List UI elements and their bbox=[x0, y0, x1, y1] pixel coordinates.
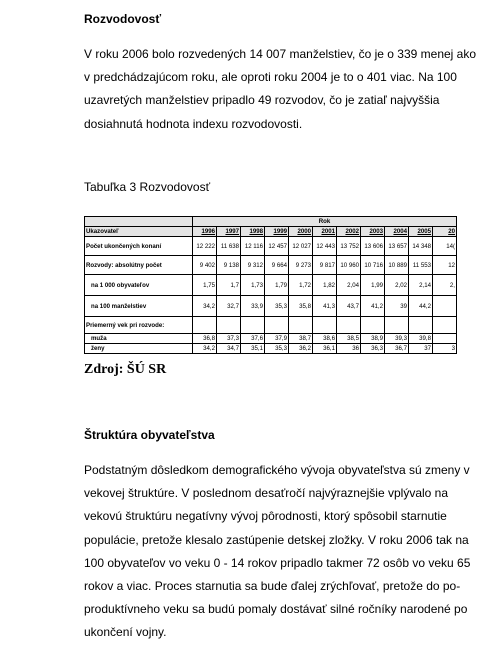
table-cell bbox=[433, 317, 457, 334]
row-label: Priemerný vek pri rozvode: bbox=[85, 317, 193, 334]
year-header: 1997 bbox=[217, 227, 241, 237]
table-cell: 44,2 bbox=[409, 296, 433, 317]
table-cell: 41,3 bbox=[313, 296, 337, 317]
table-cell bbox=[337, 317, 361, 334]
paragraph-line: vekovú štruktúru negatívny vývoj pôrodnosti, ktorý spôsobil starnutie bbox=[84, 509, 447, 524]
table-cell: 12 116 bbox=[241, 237, 265, 256]
year-header: 2004 bbox=[385, 227, 409, 237]
table-cell: 2,14 bbox=[409, 275, 433, 296]
table-cell bbox=[289, 317, 313, 334]
table-cell: 10 889 bbox=[385, 256, 409, 275]
table-cell: 35,1 bbox=[241, 344, 265, 354]
indicator-header: Ukazovateľ bbox=[85, 227, 193, 237]
section-heading-divorce-rate: Rozvodovosť bbox=[84, 12, 162, 26]
table-row bbox=[85, 317, 457, 334]
year-header: 2003 bbox=[361, 227, 385, 237]
table-cell: 1,75 bbox=[193, 275, 217, 296]
table-cell: 1,82 bbox=[313, 275, 337, 296]
table-cell: 9 273 bbox=[289, 256, 313, 275]
year-header: 2002 bbox=[337, 227, 361, 237]
table-cell: 35,3 bbox=[265, 296, 289, 317]
table-cell: 1,79 bbox=[265, 275, 289, 296]
table-cell: 12 443 bbox=[313, 237, 337, 256]
table-cell bbox=[241, 317, 265, 334]
paragraph-line: v predchádzajúcom roku, ale oproti roku 2004 je to o 401 viac. Na 100 bbox=[84, 70, 457, 85]
table-cell: 12 222 bbox=[193, 237, 217, 256]
paragraph-line: vekovej štruktúre. V poslednom desaťročí najvýraznejšie vplývalo na bbox=[84, 486, 449, 501]
table-cell bbox=[409, 317, 433, 334]
table-row bbox=[85, 237, 457, 256]
paragraph-line: 100 obyvateľov vo veku 0 - 14 rokov pripadlo takmer 72 osôb vo veku 65 bbox=[84, 555, 471, 570]
paragraph-line: rokov a viac. Proces starnutia sa bude ďalej zrýchľovať, pretože do po- bbox=[84, 578, 461, 593]
table-row bbox=[85, 275, 457, 296]
table-cell: 36,2 bbox=[289, 344, 313, 354]
table-source: Zdroj: ŠÚ SR bbox=[84, 362, 167, 377]
table-cell: 13 752 bbox=[337, 237, 361, 256]
table-cell: 11 638 bbox=[217, 237, 241, 256]
table-cell: 36,1 bbox=[313, 344, 337, 354]
table-cell: 38,5 bbox=[337, 334, 361, 344]
divorce-table bbox=[84, 216, 457, 354]
table-cell: 12 027 bbox=[289, 237, 313, 256]
paragraph-line: Podstatným dôsledkom demografického vývoja obyvateľstva sú zmeny v bbox=[84, 463, 470, 477]
year-header: 2001 bbox=[313, 227, 337, 237]
year-group-header: Rok bbox=[193, 217, 457, 227]
table-cell bbox=[313, 317, 337, 334]
table-cell: 12 457 bbox=[265, 237, 289, 256]
table-row bbox=[85, 344, 457, 354]
paragraph-line: uzavretých manželstiev pripadlo 49 rozvodov, čo je zatiaľ najvyššia bbox=[84, 93, 440, 108]
row-label: na 100 manželstiev bbox=[85, 296, 193, 317]
table-cell: 1,99 bbox=[361, 275, 385, 296]
table-cell: 37,9 bbox=[265, 334, 289, 344]
table-cell: 36 bbox=[337, 344, 361, 354]
table-cell bbox=[265, 317, 289, 334]
section-heading-population-structure: Štruktúra obyvateľstva bbox=[84, 428, 215, 442]
table-cell: 9 664 bbox=[265, 256, 289, 275]
table-cell: 38,6 bbox=[313, 334, 337, 344]
table-corner-cell bbox=[85, 217, 193, 227]
table-row bbox=[85, 334, 457, 344]
table-cell: 1,73 bbox=[241, 275, 265, 296]
paragraph-line: ukončení vojny. bbox=[84, 625, 167, 640]
table-cell: 38,9 bbox=[361, 334, 385, 344]
table-cell: 2, bbox=[433, 275, 457, 296]
table-cell: 2,02 bbox=[385, 275, 409, 296]
table-cell: 2,04 bbox=[337, 275, 361, 296]
table-cell: 39 bbox=[385, 296, 409, 317]
table-cell: 35,8 bbox=[289, 296, 313, 317]
table-cell: 39,8 bbox=[409, 334, 433, 344]
table-cell: 32,7 bbox=[217, 296, 241, 317]
table-cell: 37,3 bbox=[217, 334, 241, 344]
year-header: 1999 bbox=[265, 227, 289, 237]
year-header: 2000 bbox=[289, 227, 313, 237]
row-label: na 1 000 obyvateľov bbox=[85, 275, 193, 296]
table-cell: 14( bbox=[433, 237, 457, 256]
divorce-rate-paragraph bbox=[84, 43, 504, 136]
table-cell: 10 716 bbox=[361, 256, 385, 275]
table-cell: 34,2 bbox=[193, 344, 217, 354]
table-cell bbox=[385, 317, 409, 334]
population-structure-paragraph bbox=[84, 459, 504, 645]
table-cell: 3 bbox=[433, 344, 457, 354]
table-cell bbox=[361, 317, 385, 334]
table-cell: 41,2 bbox=[361, 296, 385, 317]
table-cell: 1,7 bbox=[217, 275, 241, 296]
table-cell: 38,7 bbox=[289, 334, 313, 344]
table-cell: 35,3 bbox=[265, 344, 289, 354]
table-cell bbox=[433, 334, 457, 344]
table-row bbox=[85, 256, 457, 275]
paragraph-line: V roku 2006 bolo rozvedených 14 007 manželstiev, čo je o 339 menej ako bbox=[84, 47, 477, 61]
row-label: Rozvody: absolútny počet bbox=[85, 256, 193, 275]
year-header: 20 bbox=[433, 227, 457, 237]
table-cell: 10 960 bbox=[337, 256, 361, 275]
table-cell: 9 817 bbox=[313, 256, 337, 275]
table-cell: 13 606 bbox=[361, 237, 385, 256]
year-header: 1998 bbox=[241, 227, 265, 237]
row-label: muža bbox=[85, 334, 193, 344]
table-cell: 36,8 bbox=[193, 334, 217, 344]
table-cell: 39,3 bbox=[385, 334, 409, 344]
table-cell bbox=[217, 317, 241, 334]
table-cell: 36,3 bbox=[361, 344, 385, 354]
paragraph-line: dosiahnutá hodnota indexu rozvodovosti. bbox=[84, 116, 303, 131]
table-cell: 43,7 bbox=[337, 296, 361, 317]
table-cell: 13 657 bbox=[385, 237, 409, 256]
table-cell: 37,6 bbox=[241, 334, 265, 344]
table-cell: 11 553 bbox=[409, 256, 433, 275]
table-cell: 37 bbox=[409, 344, 433, 354]
year-header: 2005 bbox=[409, 227, 433, 237]
paragraph-line: produktívneho veku sa budú pomaly dostávať silné ročníky narodené po bbox=[84, 602, 468, 617]
table-cell: 9 312 bbox=[241, 256, 265, 275]
year-header: 1996 bbox=[193, 227, 217, 237]
table-cell: 12 bbox=[433, 256, 457, 275]
table-row bbox=[85, 296, 457, 317]
table-cell: 34,7 bbox=[217, 344, 241, 354]
table-cell bbox=[433, 296, 457, 317]
row-label: Počet ukončených konaní bbox=[85, 237, 193, 256]
table-cell: 36,7 bbox=[385, 344, 409, 354]
table-cell: 1,72 bbox=[289, 275, 313, 296]
paragraph-line: populácie, pretože klesalo zastúpenie detskej zložky. V roku 2006 tak na bbox=[84, 532, 469, 547]
row-label: ženy bbox=[85, 344, 193, 354]
table-cell: 9 402 bbox=[193, 256, 217, 275]
table-cell: 14 348 bbox=[409, 237, 433, 256]
table-cell: 34,2 bbox=[193, 296, 217, 317]
table-cell bbox=[193, 317, 217, 334]
table-caption: Tabuľka 3 Rozvodovosť bbox=[84, 180, 211, 194]
table-cell: 9 138 bbox=[217, 256, 241, 275]
table-cell: 33,9 bbox=[241, 296, 265, 317]
